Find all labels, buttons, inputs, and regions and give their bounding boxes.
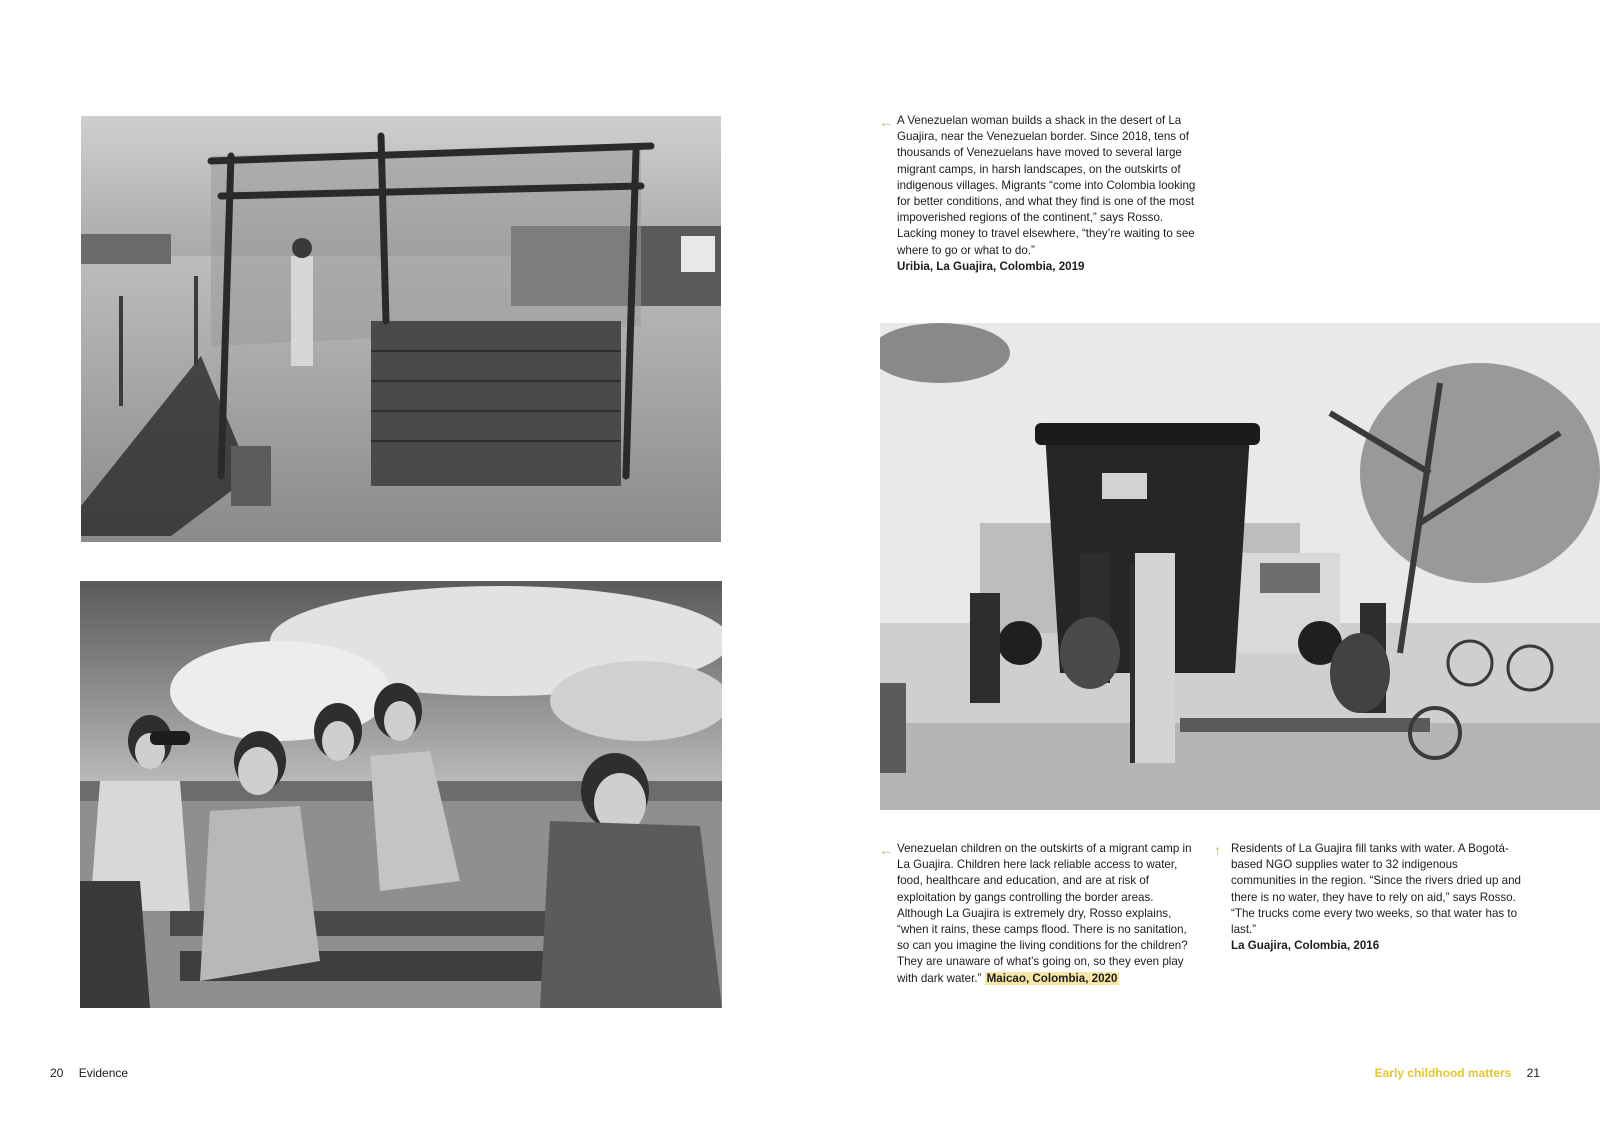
caption-shack	[897, 113, 1197, 275]
page-number: 20	[50, 1066, 64, 1080]
caption-credit: La Guajira, Colombia, 2016	[1231, 939, 1380, 953]
caption-credit: Uribia, La Guajira, Colombia, 2019	[897, 259, 1085, 273]
right-folio	[1375, 1066, 1552, 1080]
arrow-up-icon: ↑	[1214, 842, 1221, 858]
photo-children	[80, 581, 722, 1008]
section-title: Evidence	[78, 1066, 129, 1080]
caption-text: A Venezuelan woman builds a shack in the desert of La Guajira, near the Venezuelan border. Since 2018, tens of thousands of Venezuelans have moved to several large migrant camps, in harsh landscapes, on the outskirts of indigenous villages. Migrants “come into Colombia looking for better conditions, and what they find is one of the most impoverished regions of the continent,” says Rosso. Lacking money to travel elsewhere, “they’re waiting to see where to go or what to do.”	[897, 114, 1196, 257]
arrow-left-icon: ←	[879, 842, 893, 858]
caption-text: Residents of La Guajira fill tanks with water. A Bogotá-based NGO supplies water to 32 indigenous communities in the region. “Since the rivers dried up and there is no water, they have to rely on aid,” says Rosso. “The trucks come every two weeks, so that water has to last.”	[1231, 842, 1521, 937]
photo-water-tank	[880, 323, 1600, 810]
page-number: 21	[1526, 1066, 1540, 1080]
caption-credit: Maicao, Colombia, 2020	[986, 971, 1118, 985]
left-folio	[38, 1066, 128, 1080]
photo-shack	[81, 116, 721, 542]
section-title: Early childhood matters	[1374, 1066, 1512, 1080]
caption-children	[897, 841, 1197, 987]
arrow-left-icon: ←	[879, 114, 893, 130]
caption-text: Venezuelan children on the outskirts of a migrant camp in La Guajira. Children here lack reliable access to water, food, healthcare and education, and are at risk of exploitation by gangs controlling the border areas. Although La Guajira is extremely dry, Rosso explains, “when it rains, these camps flood. There is no sanitation, so can you imagine the living conditions for the children? They are unaware of what’s going on, so they even play with dark water.”	[897, 842, 1192, 985]
caption-water	[1231, 841, 1526, 954]
